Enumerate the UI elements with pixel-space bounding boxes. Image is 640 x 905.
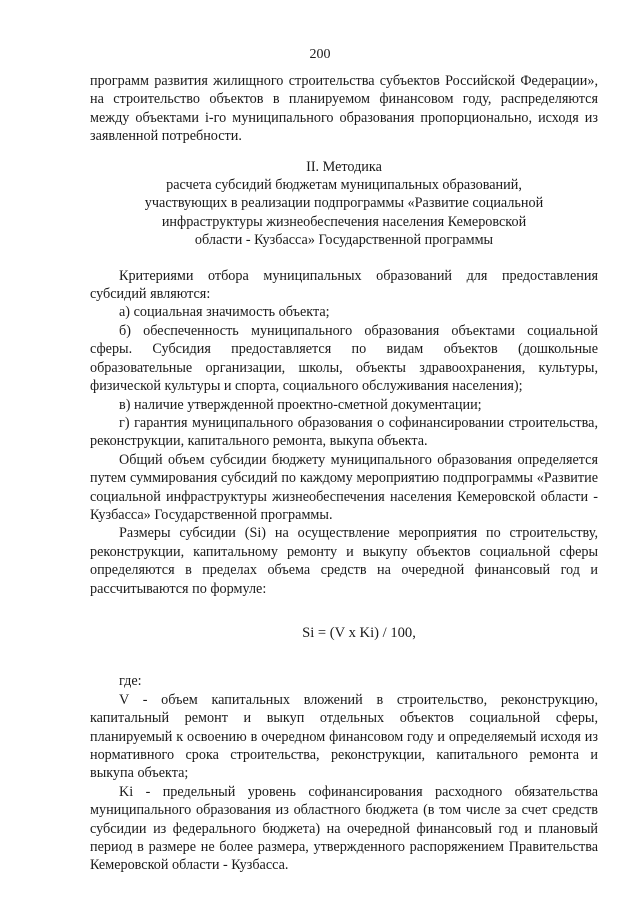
criteria-item: б) обеспеченность муниципального образования объектами социальной сферы. Субсидия предоставляется по видам объектов (дошкольные образовательные организации, школы, объекты здравоохранения, культуры, физической культуры и спорта, социального обслуживания населения); (90, 322, 598, 395)
criteria-lead: Критериями отбора муниципальных образований для предоставления субсидий являются: (90, 267, 598, 303)
criteria-item: а) социальная значимость объекта; (119, 304, 330, 321)
where-label: где: (119, 673, 142, 690)
size-paragraph: Размеры субсидии (Si) на осуществление мероприятия по строительству, реконструкции, капитальному ремонту и выкупу объектов социальной сферы определяются в пределах объема средств на очередной финансовый год и рассчитываются по формуле: (90, 525, 598, 597)
document-body (90, 72, 598, 875)
criteria-item: в) наличие утвержденной проектно-сметной документации; (119, 396, 482, 413)
section-subtitle-line: области - Кузбасса» Государственной программы (194, 232, 494, 249)
formula: Si = (V x Ki) / 100, (302, 624, 416, 641)
criteria-item: г) гарантия муниципального образования о софинансировании строительства, реконструкции, капитального ремонта, выкупа объекта. (90, 414, 598, 450)
section-subtitle-line: расчета субсидий бюджетам муниципальных образований, (166, 177, 522, 194)
section-subtitle-line: участвующих в реализации подпрограммы «Развитие социальной (144, 195, 544, 212)
definition-ki: Ki - предельный уровень софинансирования расходного обязательства муниципального образования из областного бюджета (в том числе за счет средств субсидии из федерального бюджета) на очередной финансовый год и плановый период в размере не более размера, утвержденного распоряжением Правительства Кемеровской области - Кузбасса. (90, 783, 598, 874)
total-paragraph: Общий объем субсидии бюджету муниципального образования определяется путем суммирования субсидий по каждому мероприятию подпрограммы «Развитие социальной инфраструктуры жизнеобеспечения населения Кемеровской области - Кузбасса» Государственной программы. (90, 451, 598, 523)
intro-paragraph: программ развития жилищного строительства субъектов Российской Федерации», на строительство объектов в планируемом финансовом году, распределяются между объектами i-го муниципального образования пропорционально, исходя из заявленной потребности. (90, 73, 598, 145)
page-number: 200 (309, 47, 331, 62)
section-heading (90, 158, 598, 250)
section-subtitle-line: инфраструктуры жизнеобеспечения населения Кемеровской (161, 213, 527, 230)
section-title: II. Методика (306, 158, 382, 175)
definition-v: V - объем капитальных вложений в строительство, реконструкцию, капитальный ремонт и выкуп отдельных объектов социальной сферы, планируемый к освоению в очередном финансовом году и определяемый исходя из нормативного срока строительства, реконструкции, капитального ремонта и выкупа объекта; (90, 691, 598, 782)
